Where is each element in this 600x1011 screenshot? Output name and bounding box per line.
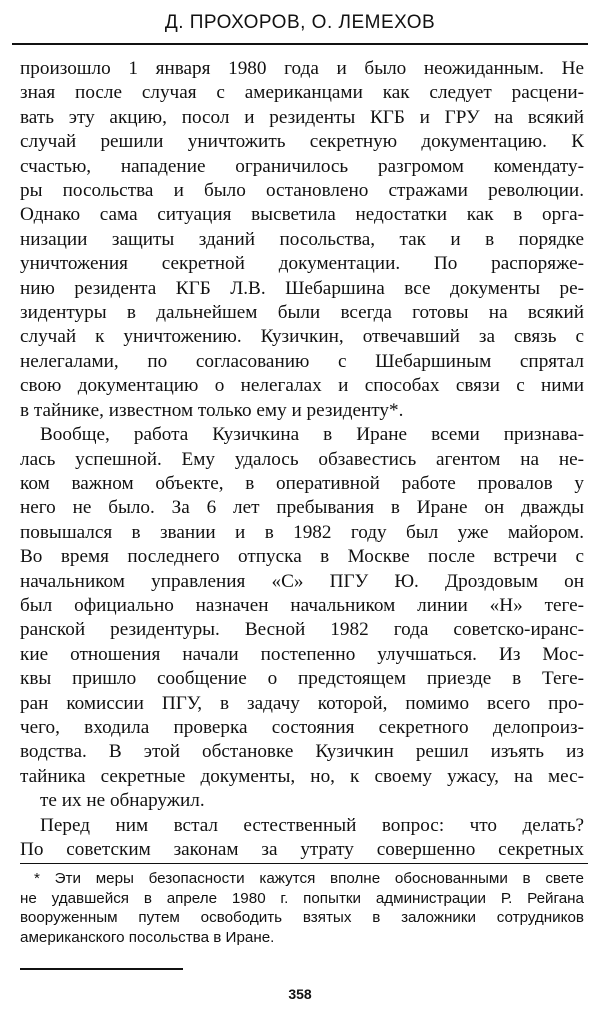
text-line: вать эту акцию, посол и резиденты КГБ и ГРУ на всякий (20, 106, 584, 128)
header-rule (12, 43, 588, 45)
text-line: кие отношения начали постепенно улучшаться. Из Мос- (20, 643, 584, 665)
text-line: был официально назначен начальником линии «Н» теге- (20, 594, 584, 616)
text-line: Однако сама ситуация высветила недостатки как в орга- (20, 204, 584, 226)
text-line: свою документацию о нелегалах и способах связи с ними (20, 375, 584, 397)
footnote-line: вооруженным путем освободить взятых в заложники сотрудников (20, 909, 584, 926)
text-line: По советским законам за утрату совершенно секретных (20, 839, 584, 860)
text-line: чего, входила проверка состояния секретного делопроиз- (20, 716, 584, 738)
text-line: него не было. За 6 лет пребывания в Иране он дважды (20, 497, 584, 519)
text-line: водства. В этой обстановке Кузичкин решил изъять из (20, 741, 584, 763)
text-line: повышался в звании и в 1982 году был уже майором. (20, 521, 584, 543)
text-line: квы пришло сообщение о предстоящем приезде в Теге- (20, 668, 584, 690)
bottom-rule (20, 968, 183, 970)
text-line: начальником управления «С» ПГУ Ю. Дроздовым он (20, 570, 584, 592)
text-line: Вообще, работа Кузичкина в Иране всеми признава- (40, 424, 584, 446)
text-line: нелегалами, по согласованию с Шебаршиным спрятал (20, 350, 584, 372)
text-line: зная после случая с американцами как следует расцени- (20, 82, 584, 104)
text-line: произошло 1 января 1980 года и было неожиданным. Не (20, 58, 584, 79)
text-line: счастью, нападение ограничилось разгромом комендату- (20, 155, 584, 177)
text-line: зидентуры в дальнейшем были всегда готовы на всякий (20, 302, 584, 324)
text-line: ком важном объекте, в оперативной работе провалов у (20, 472, 584, 494)
footnote (20, 869, 584, 947)
text-line: уничтожения секретной документации. По распоряже- (20, 253, 584, 275)
text-line: низации защиты зданий посольства, так и в порядке (20, 228, 584, 250)
text-line: ры посольства и было остановлено стражами революции. (20, 180, 584, 202)
text-line: в тайнике, известном только ему и резиденту*. (20, 399, 404, 421)
text-line: тайника секретные документы, но, к своему ужасу, на мес- (20, 765, 584, 787)
page-number: 358 (288, 986, 312, 1002)
body-text (20, 57, 584, 862)
running-head: Д. ПРОХОРОВ, О. ЛЕМЕХОВ (164, 12, 436, 33)
footnote-rule (20, 863, 588, 864)
text-line: ранской резидентуры. Весной 1982 года советско-иранс- (20, 619, 584, 641)
footnote-line: не удавшейся в апреле 1980 г. попытки администрации Р. Рейгана (20, 889, 584, 907)
text-line: нию резидента КГБ Л.В. Шебаршина все документы ре- (20, 277, 584, 299)
text-line: лась успешной. Ему удалось обзавестись агентом на не- (20, 448, 584, 470)
text-line: Перед ним встал естественный вопрос: что делать? (40, 814, 584, 836)
footnote-line: американского посольства в Иране. (20, 928, 275, 946)
text-line: ран комиссии ПГУ, в задачу которой, помимо всего про- (20, 692, 584, 714)
text-line: случай решили уничтожить секретную документацию. К (20, 131, 584, 153)
text-line: Во время последнего отпуска в Москве после встречи с (20, 546, 584, 568)
text-line: те их не обнаружил. (40, 790, 205, 812)
footnote-line: * Эти меры безопасности кажутся вполне обоснованными в свете (34, 870, 584, 887)
text-line: случай к уничтожению. Кузичкин, отвечавший за связь с (20, 326, 584, 348)
